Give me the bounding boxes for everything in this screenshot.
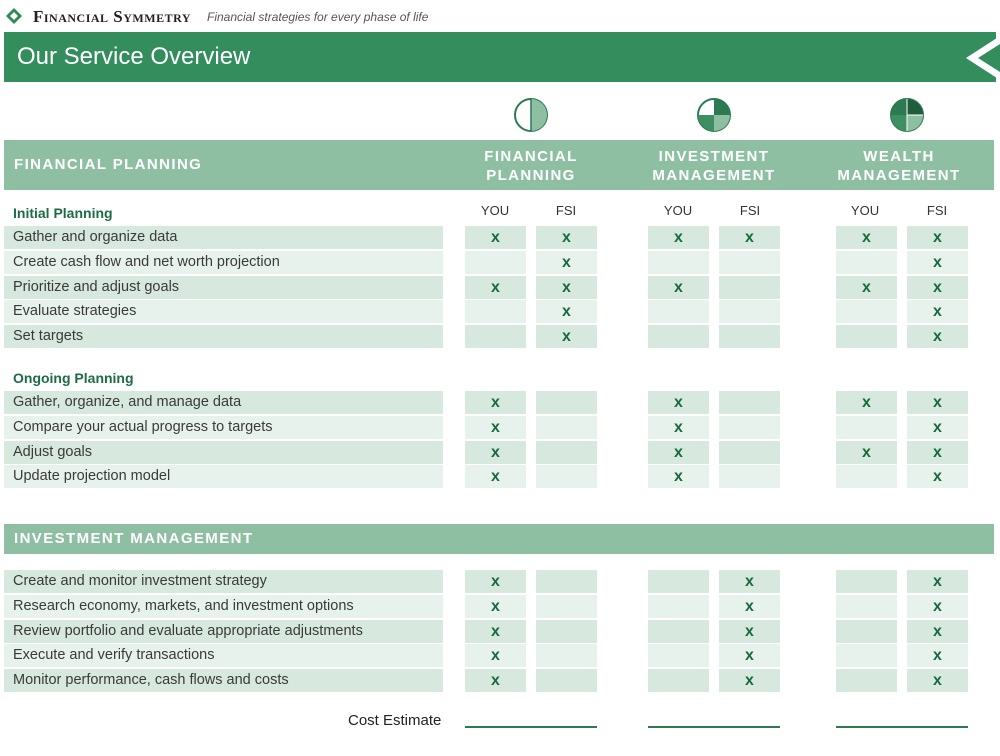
subhead-fsi: FSI xyxy=(739,203,761,218)
check-cell: x xyxy=(648,441,709,464)
brand-logo-icon xyxy=(6,8,22,24)
check-cell: x xyxy=(836,276,897,299)
check-cell xyxy=(836,416,897,439)
check-cell xyxy=(536,595,597,618)
check-cell xyxy=(648,300,709,323)
section-title: INVESTMENT MANAGEMENT xyxy=(14,530,254,547)
chevron-left-icon xyxy=(960,36,1000,80)
row-label: Compare your actual progress to targets xyxy=(13,419,273,435)
row-label: Research economy, markets, and investment options xyxy=(13,598,354,614)
check-cell: x xyxy=(465,669,526,692)
check-cell xyxy=(536,620,597,643)
row-label: Execute and verify transactions xyxy=(13,647,215,663)
planning-pie-icon xyxy=(513,97,549,133)
row-label: Monitor performance, cash flows and costs xyxy=(13,672,289,688)
brand-tagline: Financial strategies for every phase of life xyxy=(207,10,429,24)
row-label: Gather, organize, and manage data xyxy=(13,394,242,410)
check-cell: x xyxy=(836,391,897,414)
row-label: Gather and organize data xyxy=(13,229,178,245)
check-cell: x xyxy=(536,226,597,249)
check-cell xyxy=(648,620,709,643)
check-cell: x xyxy=(465,595,526,618)
check-cell: x xyxy=(719,620,780,643)
check-cell xyxy=(536,669,597,692)
check-cell: x xyxy=(836,441,897,464)
check-cell: x xyxy=(648,226,709,249)
check-cell xyxy=(465,325,526,348)
section-title: FINANCIAL PLANNING xyxy=(14,156,203,173)
check-cell: x xyxy=(907,595,968,618)
check-cell xyxy=(536,441,597,464)
row-label: Set targets xyxy=(13,328,84,344)
check-cell xyxy=(536,570,597,593)
check-cell xyxy=(719,300,780,323)
check-cell xyxy=(836,669,897,692)
investment-pie-icon xyxy=(696,97,732,133)
check-cell: x xyxy=(907,391,968,414)
cost-line-investment[interactable] xyxy=(648,726,780,728)
check-cell xyxy=(719,416,780,439)
check-cell: x xyxy=(465,226,526,249)
check-cell: x xyxy=(907,226,968,249)
check-cell: x xyxy=(907,276,968,299)
check-cell xyxy=(648,570,709,593)
check-cell: x xyxy=(907,325,968,348)
group-title-ongoing-planning: Ongoing Planning xyxy=(13,370,134,386)
subhead-fsi: FSI xyxy=(926,203,948,218)
cost-line-wealth[interactable] xyxy=(836,726,968,728)
check-cell xyxy=(719,391,780,414)
check-cell xyxy=(465,251,526,274)
page-title: Our Service Overview xyxy=(17,43,251,70)
check-cell: x xyxy=(907,416,968,439)
check-cell xyxy=(648,251,709,274)
check-cell: x xyxy=(648,416,709,439)
check-cell: x xyxy=(719,570,780,593)
check-cell: x xyxy=(836,226,897,249)
check-cell xyxy=(836,251,897,274)
check-cell xyxy=(719,276,780,299)
check-cell xyxy=(536,644,597,667)
wealth-pie-icon xyxy=(889,97,925,133)
check-cell: x xyxy=(907,620,968,643)
check-cell xyxy=(836,595,897,618)
check-cell: x xyxy=(907,465,968,488)
subhead-you: YOU xyxy=(663,203,693,218)
check-cell xyxy=(648,595,709,618)
check-cell: x xyxy=(648,276,709,299)
group-title-initial-planning: Initial Planning xyxy=(13,205,113,221)
check-cell: x xyxy=(465,465,526,488)
check-cell xyxy=(536,391,597,414)
column-title-wealth: WEALTH MANAGEMENT xyxy=(837,148,961,184)
check-cell xyxy=(465,300,526,323)
row-label: Update projection model xyxy=(13,468,171,484)
check-cell: x xyxy=(719,226,780,249)
check-cell xyxy=(719,325,780,348)
subhead-you: YOU xyxy=(480,203,510,218)
check-cell xyxy=(648,644,709,667)
row-label: Evaluate strategies xyxy=(13,303,137,319)
check-cell xyxy=(719,251,780,274)
check-cell: x xyxy=(465,441,526,464)
check-cell: x xyxy=(907,669,968,692)
check-cell: x xyxy=(465,276,526,299)
check-cell xyxy=(648,325,709,348)
column-title-planning: FINANCIAL PLANNING xyxy=(484,148,578,184)
check-cell: x xyxy=(536,300,597,323)
check-cell: x xyxy=(465,391,526,414)
check-cell xyxy=(836,620,897,643)
row-label: Adjust goals xyxy=(13,444,92,460)
row-label: Create and monitor investment strategy xyxy=(13,573,267,589)
cost-estimate-label: Cost Estimate xyxy=(348,712,442,729)
check-cell: x xyxy=(907,441,968,464)
check-cell: x xyxy=(648,465,709,488)
check-cell xyxy=(836,325,897,348)
check-cell xyxy=(836,570,897,593)
row-label: Review portfolio and evaluate appropriate adjustments xyxy=(13,623,363,639)
row-label: Create cash flow and net worth projection xyxy=(13,254,280,270)
check-cell xyxy=(719,441,780,464)
check-cell: x xyxy=(907,300,968,323)
check-cell: x xyxy=(465,644,526,667)
check-cell: x xyxy=(907,644,968,667)
check-cell: x xyxy=(465,620,526,643)
column-title-investment: INVESTMENT MANAGEMENT xyxy=(652,148,776,184)
check-cell xyxy=(836,465,897,488)
check-cell xyxy=(648,669,709,692)
check-cell: x xyxy=(719,595,780,618)
check-cell xyxy=(536,465,597,488)
subhead-fsi: FSI xyxy=(555,203,577,218)
check-cell xyxy=(719,465,780,488)
check-cell: x xyxy=(465,416,526,439)
subhead-you: YOU xyxy=(850,203,880,218)
check-cell: x xyxy=(536,325,597,348)
check-cell xyxy=(536,416,597,439)
check-cell: x xyxy=(536,251,597,274)
check-cell: x xyxy=(465,570,526,593)
check-cell: x xyxy=(648,391,709,414)
row-label: Prioritize and adjust goals xyxy=(13,279,180,295)
check-cell: x xyxy=(719,644,780,667)
brand-name: Financial Symmetry xyxy=(33,7,191,26)
check-cell xyxy=(836,644,897,667)
check-cell: x xyxy=(536,276,597,299)
check-cell: x xyxy=(719,669,780,692)
check-cell: x xyxy=(907,570,968,593)
check-cell xyxy=(836,300,897,323)
cost-line-planning[interactable] xyxy=(465,726,597,728)
check-cell: x xyxy=(907,251,968,274)
